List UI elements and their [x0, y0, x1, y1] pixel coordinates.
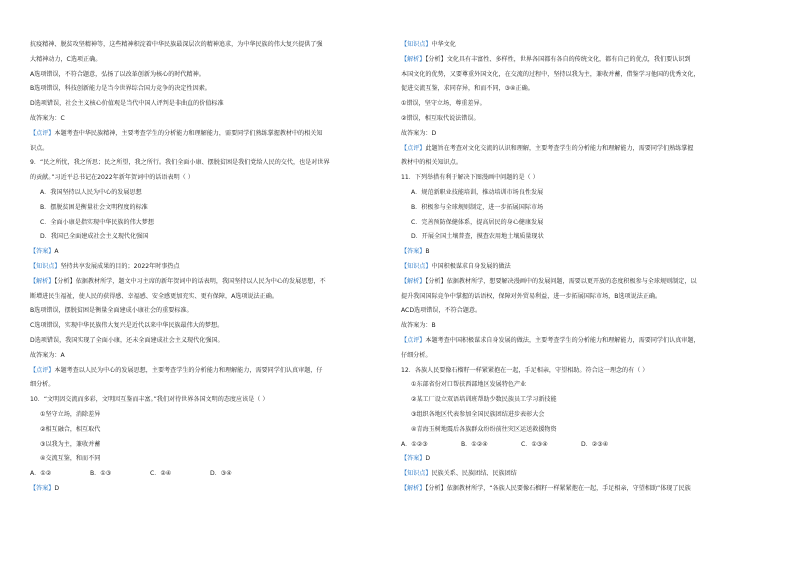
line-text: 民族关系、民族团结、民族团结	[431, 470, 517, 478]
answer-options	[30, 467, 400, 482]
section-tag: 【答案】	[401, 455, 426, 463]
text-line	[401, 304, 771, 319]
line-text: D．我国已全面建成社会主义现代化强国	[40, 233, 149, 241]
text-line	[30, 378, 400, 393]
section-tag: 【解析】	[30, 277, 55, 285]
line-text: D	[54, 484, 60, 492]
section-tag: 【知识点】	[401, 470, 432, 478]
text-line	[30, 97, 400, 112]
text-line	[401, 364, 771, 379]
text-line	[401, 482, 771, 497]
text-line	[30, 275, 400, 290]
section-tag: 【解析】	[401, 484, 426, 492]
text-line	[401, 82, 771, 97]
line-text: 提升我国国际竞争中掌握的话语权，保障对外贸易利益，进一步拓展国际市场，B选项说法正确。	[401, 292, 662, 300]
section-tag: 【点评】	[401, 336, 426, 344]
line-text: B．积极参与全球规则制定，进一步拓展国际市场	[411, 203, 544, 211]
text-line	[30, 334, 400, 349]
text-line	[401, 112, 771, 127]
line-text: ③以我为主，兼收并蓄	[40, 440, 101, 448]
text-line	[401, 216, 771, 231]
text-line	[30, 408, 400, 423]
line-text: 【分析】依据教材所学，题文中习主席的新年贺词中的话表明，我国坚持以人民为中心的发展思想，不	[54, 277, 326, 285]
text-line	[30, 452, 400, 467]
line-text: 教材中的相关知识点。	[401, 159, 462, 167]
answer-option: A．①②	[30, 470, 52, 478]
text-line	[30, 349, 400, 364]
line-text: 识点。	[30, 144, 49, 152]
line-text: 12．各族人民要像石榴籽一样紧紧抱在一起，手足相亲，守望相助。符合这一理念的有（ ）	[401, 366, 649, 374]
line-text: 11．下列举措有利于解决下图漫画中问题的是（ ）	[401, 174, 539, 182]
line-text: A．我国坚持以人民为中心的发展思想	[40, 188, 142, 196]
line-text: D选项错误，社会主义核心价值观是当代中国人评判是非曲直的价值标准	[30, 100, 224, 108]
line-text: ACD选项错误，不符合题意。	[401, 307, 482, 315]
line-text: C．完善预防保健体系，提高居民的身心健康发展	[411, 218, 544, 226]
text-line	[401, 230, 771, 245]
text-line	[30, 393, 400, 408]
text-line	[30, 201, 400, 216]
section-tag: 【点评】	[401, 144, 426, 152]
line-text: 【分析】依据教材所学，“各族人民要像石榴籽一样紧紧抱在一起，手足相亲，守望相助”体现了民族	[425, 484, 691, 492]
text-line	[401, 68, 771, 83]
text-line	[30, 186, 400, 201]
line-text: 仔细分析。	[401, 351, 432, 359]
text-line	[401, 171, 771, 186]
line-text: 的贡献。”习近平总书记在2022年新年贺词中的话语表明（ ）	[30, 174, 194, 182]
text-line	[401, 290, 771, 305]
text-line	[401, 127, 771, 142]
text-line	[401, 378, 771, 393]
line-text: ④交流互鉴，和而不同	[40, 455, 101, 463]
text-line	[30, 230, 400, 245]
text-line	[401, 467, 771, 482]
line-text: ②相互融合，相互取代	[40, 425, 101, 433]
answer-option: B．①②④	[461, 440, 488, 448]
answer-option: D．③④	[210, 470, 232, 478]
text-line	[30, 423, 400, 438]
line-text: ①坚守立场，消除差异	[40, 410, 101, 418]
text-line	[30, 68, 400, 83]
line-text: 【分析】文化具有丰富性、多样性，世界各国都有各自的传统文化，都有自己的优点，我们要认识到	[425, 55, 691, 63]
text-line	[401, 260, 771, 275]
line-text: 本题考查中华民族精神，主要考查学生的分析能力和理解能力，需要同学们熟练掌握教材中的相关知	[54, 129, 323, 137]
text-line	[401, 142, 771, 157]
line-text: 故答案为：B	[401, 322, 436, 330]
text-line	[401, 319, 771, 334]
text-line	[401, 186, 771, 201]
text-line	[30, 216, 400, 231]
text-line	[30, 304, 400, 319]
text-line	[30, 260, 400, 275]
text-line	[30, 142, 400, 157]
line-text: ③组织各地区代表参加全国民族团结进步表彰大会	[411, 410, 545, 418]
answer-option: B．①③	[90, 470, 112, 478]
line-text: 本国文化的优势，又要尊重外国文化，在交流的过程中，坚持以我为主，兼收并蓄，借鉴学习他国的优秀文化，	[401, 70, 700, 78]
text-line	[30, 482, 400, 497]
line-text: C选项错误，实现中华民族伟大复兴是近代以来中华民族最伟大的梦想。	[30, 322, 224, 330]
text-line	[30, 290, 400, 305]
line-text: 大精神动力，C选项正确。	[30, 55, 102, 63]
line-text: 故答案为：D	[401, 129, 437, 137]
text-line	[401, 275, 771, 290]
text-line	[30, 364, 400, 379]
line-text: 坚持共享发展成果的目的；2022年时事热点	[60, 262, 180, 270]
text-line	[30, 127, 400, 142]
text-line	[401, 423, 771, 438]
answer-option: C．①③④	[521, 440, 548, 448]
line-text: 【分析】依据教材所学，想要解决漫画中的发展问题，需要以更开放的态度积极参与全球规则制定，以	[425, 277, 697, 285]
section-tag: 【解析】	[401, 55, 426, 63]
line-text: B	[425, 248, 430, 256]
line-text: C．全面小康是指实现中华民族的伟大梦想	[40, 218, 154, 226]
text-line	[30, 38, 400, 53]
line-text: B选项错误，科技创新能力是当今世界综合国力竞争的决定性因素。	[30, 85, 211, 93]
text-line	[30, 53, 400, 68]
line-text: 促进交流互鉴，求同存异，和而不同，③④正确。	[401, 85, 534, 93]
line-text: A．规范新职业技能培训，推动培训市场良性发展	[411, 188, 544, 196]
text-line	[30, 82, 400, 97]
section-tag: 【答案】	[30, 484, 55, 492]
text-line	[401, 245, 771, 260]
line-text: 本题考查中国积极谋求自身发展的做法，主要考查学生的分析能力和理解能力，需要同学们认真审题，	[425, 336, 700, 344]
text-line	[30, 171, 400, 186]
text-line	[30, 112, 400, 127]
section-tag: 【知识点】	[30, 262, 61, 270]
line-text: D	[425, 455, 431, 463]
line-text: 细分析。	[30, 381, 55, 389]
text-line	[401, 97, 771, 112]
line-text: 本题考查以人民为中心的发展思想，主要考查学生的分析能力和理解能力，需要同学们认真审题，仔	[54, 366, 323, 374]
line-text: A选项错误，不符合题意，弘扬了以改革创新为核心的时代精神。	[30, 70, 205, 78]
text-line	[401, 393, 771, 408]
text-line	[401, 349, 771, 364]
line-text: 抗疫精神、脱贫攻坚精神等，这些精神积淀着中华民族最深层次的精神追求，为中华民族的伟大复兴提供了强	[30, 41, 323, 48]
line-text: B．摆脱贫困是衡量社会文明程度的标准	[40, 203, 148, 211]
answer-options	[401, 438, 771, 453]
text-line	[401, 156, 771, 171]
section-tag: 【答案】	[401, 248, 426, 256]
line-text: 故答案为：A	[30, 351, 65, 359]
line-text: D选项错误，我国实现了全面小康，还未全面建成社会主义现代化强国。	[30, 336, 224, 344]
text-line	[30, 438, 400, 453]
answer-option: A．①②③	[401, 440, 428, 448]
line-text: 断增进民生福祉，使人民的获得感、幸福感、安全感更加充实、更有保障，A选项说法正确。	[30, 292, 278, 300]
section-tag: 【知识点】	[401, 262, 432, 270]
line-text: D．开展全国土壤普查，摸查农用地土壤质量现状	[411, 233, 544, 241]
text-line	[401, 201, 771, 216]
left-column	[30, 38, 400, 497]
text-line	[30, 319, 400, 334]
answer-option: D．②③④	[581, 440, 609, 448]
line-text: A	[54, 248, 59, 256]
text-line	[401, 334, 771, 349]
section-tag: 【点评】	[30, 129, 55, 137]
line-text: ①错误，坚守立场，尊重差异。	[401, 100, 486, 108]
answer-option: C．②④	[150, 470, 172, 478]
text-line	[401, 408, 771, 423]
line-text: ①东部省份对口帮扶西部地区发展特色产业	[411, 381, 527, 389]
section-tag: 【答案】	[30, 248, 55, 256]
line-text: B选项错误，摆脱贫困是衡量全面建成小康社会的重要标准。	[30, 307, 193, 315]
section-tag: 【解析】	[401, 277, 426, 285]
text-line	[30, 156, 400, 171]
line-text: 9．“民之所忧，我之所思；民之所望，我之所行。我们全面小康、摆脱贫困是我们党给人民的交代，也是对世界	[30, 159, 330, 167]
line-text: ②某工厂设立双语培训班帮助少数民族员工学习新技能	[411, 396, 557, 404]
section-tag: 【点评】	[30, 366, 55, 374]
line-text: 10．“文明因交流而多彩，文明因互鉴而丰富。”我们对待世界各国文明的态度应该是（ ）	[30, 396, 269, 404]
text-line	[401, 452, 771, 467]
line-text: 中国积极谋求自身发展的做法	[431, 262, 511, 270]
line-text: 故答案为：C	[30, 114, 65, 122]
line-text: 此题旨在考查对文化交流的认识和理解，主要考查学生的分析能力和理解能力，需要同学们熟练掌握	[425, 144, 694, 152]
line-text: ④青海玉树地震后各族群众纷纷前往灾区运送救援物资	[411, 425, 557, 433]
right-column	[401, 38, 771, 497]
text-line	[30, 245, 400, 260]
text-line	[401, 53, 771, 68]
line-text: 中华文化	[431, 41, 456, 48]
text-line	[401, 38, 771, 53]
line-text: ②错误，相互取代说法错误。	[401, 114, 480, 122]
section-tag: 【知识点】	[401, 41, 432, 48]
